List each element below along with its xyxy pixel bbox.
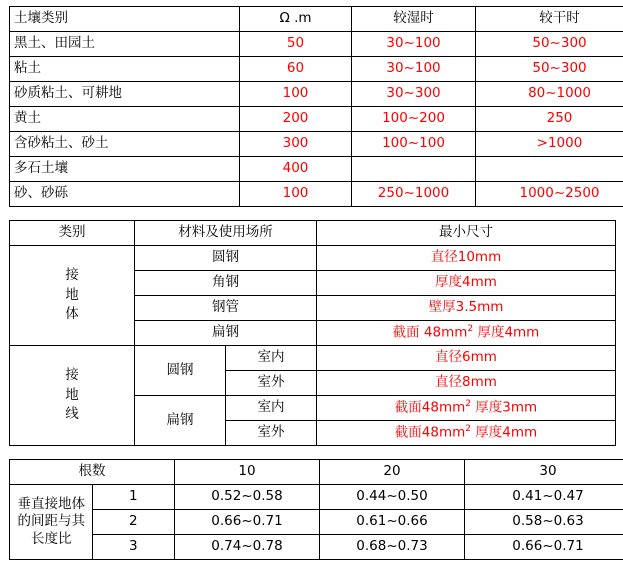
min-size-exponent: 2 <box>467 324 474 335</box>
material: 圆钢 <box>135 246 317 271</box>
category-grounding-wire-text: 接 地 线 <box>65 367 79 423</box>
material: 扁钢 <box>135 321 317 346</box>
table-row <box>10 132 623 157</box>
min-size: 直径8mm <box>317 371 616 396</box>
location: 室内 <box>226 396 317 421</box>
header-category: 类别 <box>10 221 135 246</box>
table-row <box>10 57 623 82</box>
soil-category: 粘土 <box>10 57 240 82</box>
soil-dry: 50~300 <box>476 32 623 57</box>
min-size-pre: 截面 48mm <box>392 324 468 341</box>
soil-dry <box>476 157 623 182</box>
soil-dry: >1000 <box>476 132 623 157</box>
soil-resistivity-table <box>9 6 623 207</box>
row-count: 2 <box>92 510 175 535</box>
header-col-10: 10 <box>175 460 320 485</box>
min-size <box>317 421 616 446</box>
soil-resistivity: 400 <box>240 157 352 182</box>
header-resistivity: Ω .m <box>240 7 352 32</box>
min-size <box>317 396 616 421</box>
min-size: 壁厚3.5mm <box>317 296 616 321</box>
header-wet: 较湿时 <box>352 7 476 32</box>
min-size-post: 厚度4mm <box>473 324 540 341</box>
table-row <box>10 182 623 207</box>
material: 扁钢 <box>135 396 226 446</box>
soil-wet <box>352 157 476 182</box>
header-col-20: 20 <box>320 460 465 485</box>
min-size-post: 厚度4mm <box>471 424 538 441</box>
table-row <box>10 82 623 107</box>
soil-wet: 100~200 <box>352 107 476 132</box>
category-grounding-wire <box>10 346 135 446</box>
location: 室外 <box>226 421 317 446</box>
ratio-value-30: 0.41~0.47 <box>465 485 623 510</box>
soil-category: 黄土 <box>10 107 240 132</box>
min-size-post: 厚度3mm <box>471 399 538 416</box>
soil-category: 砂、砂砾 <box>10 182 240 207</box>
table-header-row <box>10 221 616 246</box>
soil-resistivity: 300 <box>240 132 352 157</box>
header-count: 根数 <box>10 460 175 485</box>
table-header-row <box>10 460 623 485</box>
soil-category: 含砂粘土、砂土 <box>10 132 240 157</box>
soil-resistivity: 60 <box>240 57 352 82</box>
grounding-material-table <box>9 220 616 446</box>
table-row <box>10 107 623 132</box>
table-header-row <box>10 7 623 32</box>
table-row <box>10 157 623 182</box>
ratio-description: 垂直接地体的间距与其长度比 <box>10 485 93 560</box>
ratio-value-20: 0.68~0.73 <box>320 535 465 560</box>
soil-dry: 50~300 <box>476 57 623 82</box>
category-grounding-body-text: 接 地 体 <box>65 267 79 323</box>
min-size: 直径10mm <box>317 246 616 271</box>
material: 圆钢 <box>135 346 226 396</box>
soil-wet: 250~1000 <box>352 182 476 207</box>
location: 室内 <box>226 346 317 371</box>
soil-resistivity: 200 <box>240 107 352 132</box>
table-row <box>10 246 616 271</box>
min-size-pre: 截面48mm <box>394 399 466 416</box>
header-dry: 较干时 <box>476 7 623 32</box>
header-soil-category: 土壤类别 <box>10 7 240 32</box>
soil-wet: 100~100 <box>352 132 476 157</box>
ratio-value-10: 0.52~0.58 <box>175 485 320 510</box>
table-row <box>10 535 623 560</box>
header-material-location: 材料及使用场所 <box>135 221 317 246</box>
soil-dry: 80~1000 <box>476 82 623 107</box>
spacing-ratio-table <box>9 459 623 560</box>
soil-category: 砂质粘土、可耕地 <box>10 82 240 107</box>
min-size: 直径6mm <box>317 346 616 371</box>
header-col-30: 30 <box>465 460 623 485</box>
location: 室外 <box>226 371 317 396</box>
ratio-value-20: 0.44~0.50 <box>320 485 465 510</box>
soil-resistivity: 100 <box>240 182 352 207</box>
soil-wet: 30~300 <box>352 82 476 107</box>
min-size-pre: 截面48mm <box>394 424 466 441</box>
ratio-value-30: 0.58~0.63 <box>465 510 623 535</box>
ratio-value-30: 0.66~0.71 <box>465 535 623 560</box>
soil-resistivity: 50 <box>240 32 352 57</box>
ratio-value-20: 0.61~0.66 <box>320 510 465 535</box>
material: 钢管 <box>135 296 317 321</box>
soil-dry: 250 <box>476 107 623 132</box>
ratio-value-10: 0.74~0.78 <box>175 535 320 560</box>
table-row <box>10 32 623 57</box>
soil-resistivity: 100 <box>240 82 352 107</box>
header-min-size: 最小尺寸 <box>317 221 616 246</box>
min-size: 厚度4mm <box>317 271 616 296</box>
soil-wet: 30~100 <box>352 57 476 82</box>
material: 角钢 <box>135 271 317 296</box>
min-size <box>317 321 616 346</box>
soil-category: 多石土壤 <box>10 157 240 182</box>
table-row <box>10 485 623 510</box>
soil-wet: 30~100 <box>352 32 476 57</box>
table-row <box>10 346 616 371</box>
category-grounding-body <box>10 246 135 346</box>
row-count: 3 <box>92 535 175 560</box>
row-count: 1 <box>92 485 175 510</box>
soil-category: 黑土、田园土 <box>10 32 240 57</box>
ratio-value-10: 0.66~0.71 <box>175 510 320 535</box>
min-size-exponent: 2 <box>465 424 472 435</box>
min-size-exponent: 2 <box>465 399 472 410</box>
table-row <box>10 510 623 535</box>
soil-dry: 1000~2500 <box>476 182 623 207</box>
